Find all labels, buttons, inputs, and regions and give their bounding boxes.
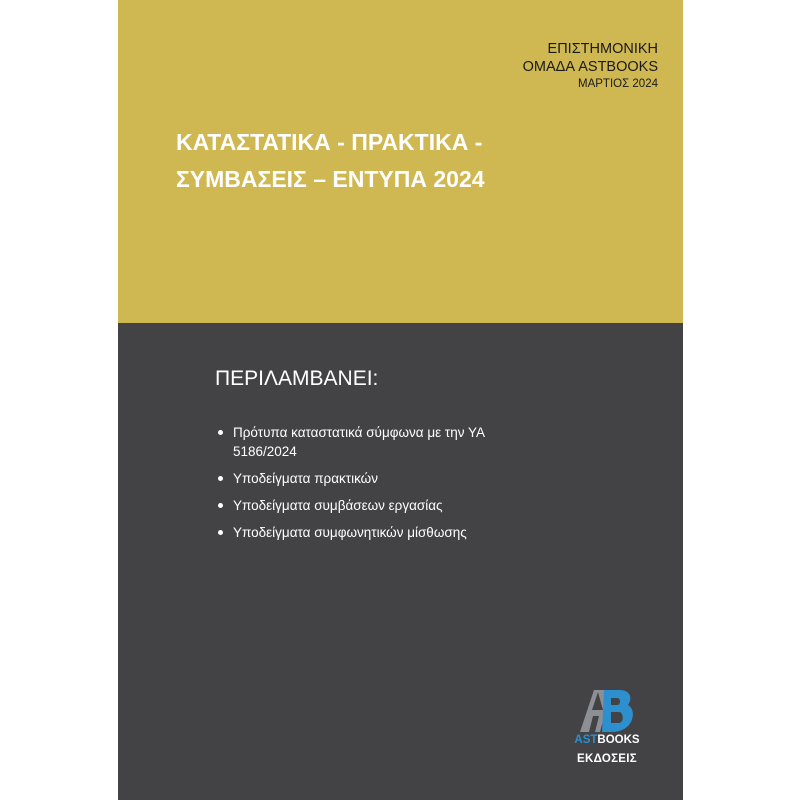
logo-brand-text: [572, 733, 642, 747]
book-cover: [118, 0, 683, 800]
list-item: [215, 523, 545, 542]
publication-date: ΜΑΡΤΙΟΣ 2024: [578, 78, 658, 90]
list-item-text: Υποδείγματα πρακτικών: [233, 471, 378, 486]
book-title: [176, 124, 656, 198]
list-item: [215, 469, 545, 488]
cover-top-panel: [118, 0, 683, 323]
includes-heading: ΠΕΡΙΛΑΜΒΑΝΕΙ:: [215, 367, 379, 390]
publisher-label: ΕΚΔΟΣΕΙΣ: [577, 753, 637, 765]
author-line-1: ΕΠΙΣΤΗΜΟΝΙΚΗ: [547, 41, 658, 57]
author-line-2: ΟΜΑΔΑ ASTBOOKS: [522, 59, 658, 75]
bullet-icon: [218, 530, 223, 535]
list-item-text: Υποδείγματα συμφωνητικών μίσθωσης: [233, 525, 467, 540]
logo-brand-ast: AST: [574, 734, 598, 746]
includes-list: [215, 423, 545, 550]
astbooks-ab-logo-icon: [578, 688, 636, 732]
list-item-text: Υποδείγματα συμβάσεων εργασίας: [233, 498, 443, 513]
list-item-text: Πρότυπα καταστατικά σύμφωνα με την ΥΑ 5186/2024: [233, 425, 485, 459]
logo-brand-books: BOOKS: [597, 734, 640, 746]
list-item: [215, 423, 545, 461]
bullet-icon: [218, 430, 223, 435]
book-title-line-1: ΚΑΤΑΣΤΑΤΙΚΑ - ΠΡΑΚΤΙΚΑ -: [176, 129, 483, 155]
author-block: [523, 40, 658, 92]
publisher-logo: [572, 688, 642, 768]
book-title-line-2: ΣΥΜΒΑΣΕΙΣ – ΕΝΤΥΠΑ 2024: [176, 166, 485, 192]
bullet-icon: [218, 503, 223, 508]
list-item: [215, 496, 545, 515]
bullet-icon: [218, 476, 223, 481]
